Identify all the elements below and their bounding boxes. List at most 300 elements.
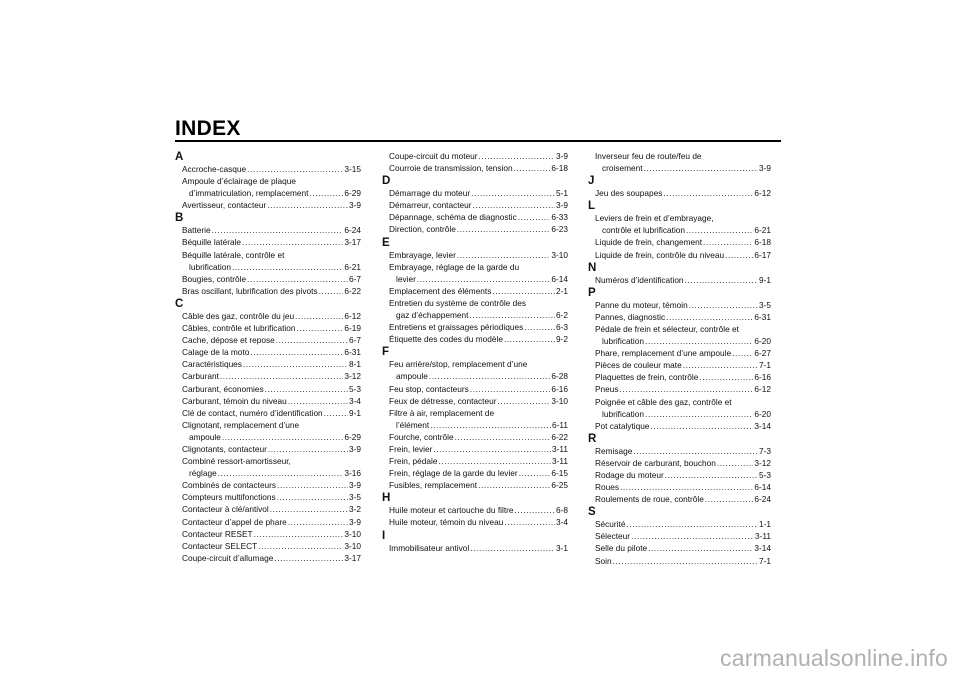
index-entry: [382, 333, 568, 345]
index-page-ref: 3-10: [551, 395, 568, 406]
dot-leader: [650, 420, 753, 432]
dot-leader: [620, 481, 753, 493]
index-entry: [175, 310, 361, 322]
index-entry-text: Feu arrière/stop, remplacement d’une: [389, 359, 528, 370]
dot-leader: [519, 467, 551, 479]
index-entry-text: Clignotant, remplacement d’une: [182, 419, 300, 430]
index-letter-heading: R: [588, 432, 597, 445]
index-entry: [175, 407, 361, 419]
index-entry: [175, 516, 361, 528]
index-entry: [175, 249, 361, 273]
index-page-ref: 6-11: [552, 419, 568, 430]
index-entry-text: Contacteur à clé/antivol: [182, 504, 269, 515]
index-entry: [382, 455, 568, 467]
dot-leader: [631, 530, 754, 542]
dot-leader: [703, 236, 753, 248]
index-entry-text: Sécurité: [595, 519, 626, 530]
index-entry: [588, 323, 771, 347]
index-entry-text: Plaquettes de frein, contrôle: [595, 372, 699, 383]
dot-leader: [258, 540, 343, 552]
index-page-ref: 6-31: [344, 347, 361, 358]
index-entry-text: Pédale de frein et sélecteur, contrôle et: [595, 323, 739, 334]
index-page-ref: 3-17: [344, 237, 361, 248]
index-entry-text: Leviers de frein et d’embrayage,: [595, 213, 714, 224]
index-entry-text: Contacteur SELECT: [182, 540, 258, 551]
index-page-ref: 6-12: [754, 384, 771, 395]
index-entry: [382, 199, 568, 211]
index-entry-text: lubrification: [602, 408, 644, 419]
index-entry-text: Huile moteur et cartouche du filtre: [389, 505, 514, 516]
index-entry: [382, 443, 568, 455]
index-entry-text: Liquide de frein, changement: [595, 237, 703, 248]
index-entry-text: contrôle et lubrification: [602, 225, 686, 236]
index-page-ref: 5-3: [349, 383, 361, 394]
index-page-ref: 6-20: [754, 336, 771, 347]
index-entry-text: lubrification: [602, 336, 644, 347]
index-entry-text: Batterie: [182, 225, 211, 236]
index-entry: [382, 223, 568, 235]
index-entry: [588, 383, 771, 395]
dot-leader: [469, 309, 555, 321]
watermark: carmanualsonline.info: [720, 645, 948, 671]
index-entry: [175, 370, 361, 382]
index-entry-text: Étiquette des codes du modèle: [389, 334, 503, 345]
index-entry: [382, 285, 568, 297]
index-column-2: [382, 150, 568, 554]
index-entry: [175, 285, 361, 297]
index-page-ref: 3-9: [349, 443, 361, 454]
index-entry-text: Béquille latérale: [182, 237, 242, 248]
index-entry-text: Fusibles, remplacement: [389, 480, 478, 491]
index-entry: [382, 504, 568, 516]
index-entry: [175, 540, 361, 552]
index-page-ref: 6-23: [551, 224, 568, 235]
index-entry: [588, 299, 771, 311]
index-entry-text: Roues: [595, 482, 619, 493]
index-entry-text: Jeu des soupapes: [595, 188, 663, 199]
index-entry: [588, 518, 771, 530]
index-page-ref: 7-1: [759, 360, 771, 371]
index-page-ref: 3-15: [344, 164, 361, 174]
index-entry-text: Pneus: [595, 384, 619, 395]
dot-leader: [524, 321, 555, 333]
index-entry-text: Fourche, contrôle: [389, 431, 454, 442]
index-entry-text: Soin: [595, 555, 612, 566]
dot-leader: [473, 199, 555, 211]
dot-leader: [277, 491, 348, 503]
dot-leader: [648, 542, 753, 554]
index-entry-text: Embrayage, réglage de la garde du: [389, 261, 520, 272]
index-entry-text: Carburant, témoin du niveau: [182, 395, 287, 406]
dot-leader: [288, 395, 348, 407]
index-entry: [382, 162, 568, 174]
index-page-ref: 6-14: [754, 482, 771, 493]
dot-leader: [319, 285, 344, 297]
index-page-ref: 3-9: [759, 163, 771, 174]
index-entry: [382, 479, 568, 491]
dot-leader: [254, 528, 344, 540]
index-entry-text: Démarreur, contacteur: [389, 200, 472, 211]
index-entry: [588, 359, 771, 371]
index-page-ref: 3-11: [755, 531, 771, 542]
index-entry-text: Filtre à air, remplacement de: [389, 407, 495, 418]
dot-leader: [265, 383, 348, 395]
index-page-ref: 6-27: [754, 348, 771, 359]
index-page-ref: 6-17: [754, 249, 771, 260]
index-entry: [588, 469, 771, 481]
index-entry-text: l’élément: [396, 419, 430, 430]
index-entry: [588, 530, 771, 542]
index-entry: [382, 150, 568, 162]
index-entry-text: d’immatriculation, remplacement: [189, 188, 309, 199]
index-entry-text: Pot catalytique: [595, 420, 650, 431]
index-page-ref: 3-12: [754, 457, 771, 468]
index-entry-text: Contacteur d’appel de phare: [182, 516, 287, 527]
dot-leader: [471, 187, 555, 199]
index-page-ref: 3-4: [349, 395, 361, 406]
index-entry-text: Frein, levier: [389, 443, 433, 454]
dot-leader: [457, 223, 551, 235]
dot-leader: [645, 335, 753, 347]
index-entry: [588, 212, 771, 236]
dot-leader: [276, 334, 348, 346]
index-page-ref: 6-31: [754, 311, 771, 322]
dot-leader: [274, 552, 343, 564]
index-entry-text: Câbles, contrôle et lubrification: [182, 323, 296, 334]
index-column-1: [175, 150, 361, 564]
dot-leader: [218, 467, 344, 479]
index-entry: [588, 542, 771, 554]
index-entry-text: Roulements de roue, contrôle: [595, 494, 704, 505]
dot-leader: [645, 408, 753, 420]
dot-leader: [683, 359, 758, 371]
index-entry: [382, 431, 568, 443]
index-page-ref: 6-21: [754, 225, 771, 236]
index-entry-text: Immobilisateur antivol: [389, 542, 470, 553]
index-page-ref: 6-12: [754, 188, 771, 199]
index-letter-heading: S: [588, 506, 596, 519]
index-page-ref: 6-29: [344, 188, 361, 199]
index-letter-heading: I: [382, 529, 386, 542]
index-entry-text: Béquille latérale, contrôle et: [182, 249, 285, 260]
index-page-ref: 9-1: [349, 407, 361, 418]
index-page-ref: 6-18: [551, 163, 568, 174]
index-page-ref: 9-1: [759, 274, 771, 285]
index-entry-text: Carburant, économies: [182, 383, 264, 394]
index-entry-text: Poignée et câble des gaz, contrôle et: [595, 396, 732, 407]
index-letter-heading: N: [588, 261, 597, 274]
dot-leader: [504, 333, 555, 345]
dot-leader: [470, 383, 551, 395]
index-entry-text: Remisage: [595, 445, 633, 456]
dot-leader: [232, 261, 343, 273]
index-page-ref: 6-21: [344, 261, 361, 272]
index-page-ref: 3-9: [556, 151, 568, 161]
dot-leader: [277, 479, 348, 491]
index-page-ref: 3-4: [556, 517, 568, 528]
index-entry: [382, 407, 568, 431]
index-entry: [382, 395, 568, 407]
index-entry: [175, 419, 361, 443]
index-entry-text: Combiné ressort-amortisseur,: [182, 456, 291, 467]
index-entry: [175, 455, 361, 479]
index-entry-text: Caractéristiques: [182, 359, 242, 370]
index-entry: [588, 396, 771, 420]
dot-leader: [663, 187, 753, 199]
index-entry-text: Feux de détresse, contacteur: [389, 395, 497, 406]
index-page-ref: 3-14: [754, 420, 771, 431]
index-entry-text: Clignotants, contacteur: [182, 443, 267, 454]
dot-leader: [699, 371, 753, 383]
index-page-ref: 6-2: [556, 310, 568, 321]
index-letter-heading: F: [382, 346, 390, 359]
index-page-ref: 6-25: [551, 480, 568, 491]
dot-leader: [212, 224, 344, 236]
index-page-ref: 6-8: [556, 505, 568, 516]
index-entry: [588, 150, 771, 174]
index-entry-text: ampoule: [189, 431, 221, 442]
dot-leader: [644, 162, 758, 174]
index-entry-text: gaz d’échappement: [396, 310, 469, 321]
index-entry-text: Pièces de couleur mate: [595, 360, 682, 371]
dot-leader: [478, 479, 550, 491]
index-page-ref: 3-10: [344, 528, 361, 539]
dot-leader: [433, 443, 551, 455]
dot-leader: [429, 370, 551, 382]
index-page-ref: 6-22: [551, 431, 568, 442]
index-entry-text: Démarrage du moteur: [389, 188, 471, 199]
dot-leader: [270, 503, 348, 515]
dot-leader: [222, 431, 344, 443]
index-entry: [175, 383, 361, 395]
index-entry: [175, 224, 361, 236]
dot-leader: [309, 187, 343, 199]
dot-leader: [514, 162, 551, 174]
index-entry-text: Rodage du moteur: [595, 469, 664, 480]
dot-leader: [417, 273, 551, 285]
index-page-ref: 5-3: [759, 469, 771, 480]
index-entry: [175, 334, 361, 346]
index-entry: [175, 175, 361, 199]
dot-leader: [689, 299, 758, 311]
index-letter-heading: D: [382, 175, 391, 188]
index-page-ref: 3-5: [759, 299, 771, 310]
index-letter-heading: B: [175, 212, 184, 225]
dot-leader: [686, 224, 753, 236]
index-entry: [382, 261, 568, 285]
index-page-ref: 9-2: [556, 334, 568, 345]
dot-leader: [705, 493, 754, 505]
index-page-ref: 5-1: [556, 188, 568, 199]
index-entry-text: Coupe-circuit du moteur: [389, 151, 478, 161]
index-page-ref: 3-16: [344, 468, 361, 479]
index-entry-text: Phare, remplacement d’une ampoule: [595, 348, 732, 359]
dot-leader: [479, 150, 555, 162]
index-page-ref: 6-16: [551, 383, 568, 394]
index-entry-text: Emplacement des éléments: [389, 285, 492, 296]
dot-leader: [518, 211, 551, 223]
index-entry-text: Dépannage, schéma de diagnostic: [389, 212, 517, 223]
index-page-ref: 6-19: [344, 323, 361, 334]
index-entry: [382, 321, 568, 333]
index-entry-text: Entretien du système de contrôle des: [389, 297, 526, 308]
index-letter-heading: H: [382, 492, 391, 505]
dot-leader: [497, 395, 550, 407]
index-entry-text: Direction, contrôle: [389, 224, 456, 235]
dot-leader: [295, 310, 343, 322]
index-entry: [382, 542, 568, 554]
dot-leader: [438, 455, 551, 467]
index-entry: [175, 479, 361, 491]
index-entry-text: Bras oscillant, lubrification des pivots: [182, 285, 318, 296]
dot-leader: [666, 311, 753, 323]
index-page-ref: 6-7: [349, 273, 361, 284]
dot-leader: [504, 516, 555, 528]
index-entry: [175, 199, 361, 211]
dot-leader: [492, 285, 555, 297]
index-page-ref: 6-16: [754, 372, 771, 383]
dot-leader: [685, 274, 758, 286]
dot-leader: [324, 407, 348, 419]
index-entry: [588, 371, 771, 383]
dot-leader: [242, 236, 343, 248]
index-page-ref: 6-24: [344, 225, 361, 236]
index-entry-text: Sélecteur: [595, 531, 631, 542]
index-entry-text: Compteurs multifonctions: [182, 492, 276, 503]
index-entry-text: Coupe-circuit d’allumage: [182, 552, 274, 563]
index-entry-text: Ampoule d’éclairage de plaque: [182, 176, 296, 187]
dot-leader: [247, 163, 343, 175]
dot-leader: [288, 516, 348, 528]
index-page-ref: 7-1: [759, 555, 771, 566]
index-entry-text: Carburant: [182, 371, 219, 382]
index-entry: [175, 552, 361, 564]
index-entry-text: Cache, dépose et repose: [182, 335, 275, 346]
index-entry-text: Huile moteur, témoin du niveau: [389, 517, 504, 528]
index-page-ref: 3-5: [349, 492, 361, 503]
index-entry: [382, 383, 568, 395]
dot-leader: [267, 199, 348, 211]
index-entry-text: Clé de contact, numéro d’identification: [182, 407, 323, 418]
index-entry-text: Contacteur RESET: [182, 528, 253, 539]
dot-leader: [457, 249, 551, 261]
index-entry: [175, 358, 361, 370]
index-entry: [382, 297, 568, 321]
index-entry-text: ampoule: [396, 371, 428, 382]
index-entry: [588, 236, 771, 248]
index-entry: [588, 445, 771, 457]
dot-leader: [250, 346, 343, 358]
index-entry: [175, 528, 361, 540]
index-entry: [588, 420, 771, 432]
index-entry-text: Calage de la moto: [182, 347, 250, 358]
index-page-ref: 3-10: [551, 249, 568, 260]
index-entry-text: réglage: [189, 468, 217, 479]
index-entry: [175, 322, 361, 334]
dot-leader: [717, 457, 754, 469]
index-entry-text: Entretiens et graissages périodiques: [389, 322, 524, 333]
dot-leader: [620, 383, 754, 395]
index-entry: [175, 236, 361, 248]
dot-leader: [515, 504, 555, 516]
index-entry: [175, 503, 361, 515]
dot-leader: [243, 358, 348, 370]
index-page-ref: 3-14: [754, 543, 771, 554]
index-entry-text: Feu stop, contacteurs: [389, 383, 469, 394]
index-entry-text: Combinés de contacteurs: [182, 480, 277, 491]
index-page-ref: 6-15: [551, 468, 568, 479]
index-page-ref: 6-33: [551, 212, 568, 223]
title-underline: [175, 140, 781, 142]
index-entry: [382, 249, 568, 261]
index-entry: [382, 467, 568, 479]
index-page-ref: 6-7: [349, 335, 361, 346]
index-page-ref: 3-9: [349, 516, 361, 527]
index-entry: [382, 211, 568, 223]
index-entry-text: levier: [396, 273, 416, 284]
index-page-ref: 6-29: [344, 431, 361, 442]
index-entry: [588, 481, 771, 493]
index-entry: [588, 347, 771, 359]
index-entry: [588, 457, 771, 469]
index-entry-text: Bougies, contrôle: [182, 273, 247, 284]
index-page-ref: 3-10: [344, 540, 361, 551]
index-entry-text: Frein, pédale: [389, 456, 438, 467]
index-entry: [588, 274, 771, 286]
index-page-ref: 3-9: [556, 200, 568, 211]
index-entry-text: Câble des gaz, contrôle du jeu: [182, 310, 295, 321]
index-page-ref: 6-28: [551, 371, 568, 382]
dot-leader: [725, 249, 753, 261]
index-entry-text: croisement: [602, 163, 643, 174]
dot-leader: [626, 518, 758, 530]
index-entry: [382, 187, 568, 199]
dot-leader: [470, 542, 555, 554]
index-letter-heading: J: [588, 175, 595, 188]
index-page-ref: 6-20: [754, 408, 771, 419]
index-entry: [588, 493, 771, 505]
index-page-ref: 3-2: [349, 504, 361, 515]
index-page-ref: 3-12: [344, 371, 361, 382]
index-page-ref: 8-1: [349, 359, 361, 370]
index-entry-text: Réservoir de carburant, bouchon: [595, 457, 716, 468]
index-page-ref: 1-1: [759, 519, 771, 530]
index-entry-text: Numéros d’identification: [595, 274, 684, 285]
index-letter-heading: L: [588, 200, 596, 213]
index-letter-heading: C: [175, 297, 184, 310]
index-page-ref: 3-9: [349, 480, 361, 491]
index-page-ref: 6-14: [551, 273, 568, 284]
index-entry-text: Panne du moteur, témoin: [595, 299, 688, 310]
page-title: INDEX: [175, 117, 241, 140]
index-entry: [175, 273, 361, 285]
index-entry-text: Courroie de transmission, tension: [389, 163, 513, 174]
index-page-ref: 6-12: [344, 310, 361, 321]
index-entry: [382, 358, 568, 382]
index-page-ref: 6-24: [754, 494, 771, 505]
index-entry-text: lubrification: [189, 261, 231, 272]
index-entry: [175, 163, 361, 175]
dot-leader: [613, 555, 758, 567]
index-column-3: [588, 150, 771, 567]
index-entry: [382, 516, 568, 528]
dot-leader: [455, 431, 551, 443]
dot-leader: [665, 469, 758, 481]
index-entry-text: Pannes, diagnostic: [595, 311, 666, 322]
index-entry: [175, 491, 361, 503]
index-page-ref: 3-11: [552, 443, 568, 454]
dot-leader: [430, 419, 551, 431]
